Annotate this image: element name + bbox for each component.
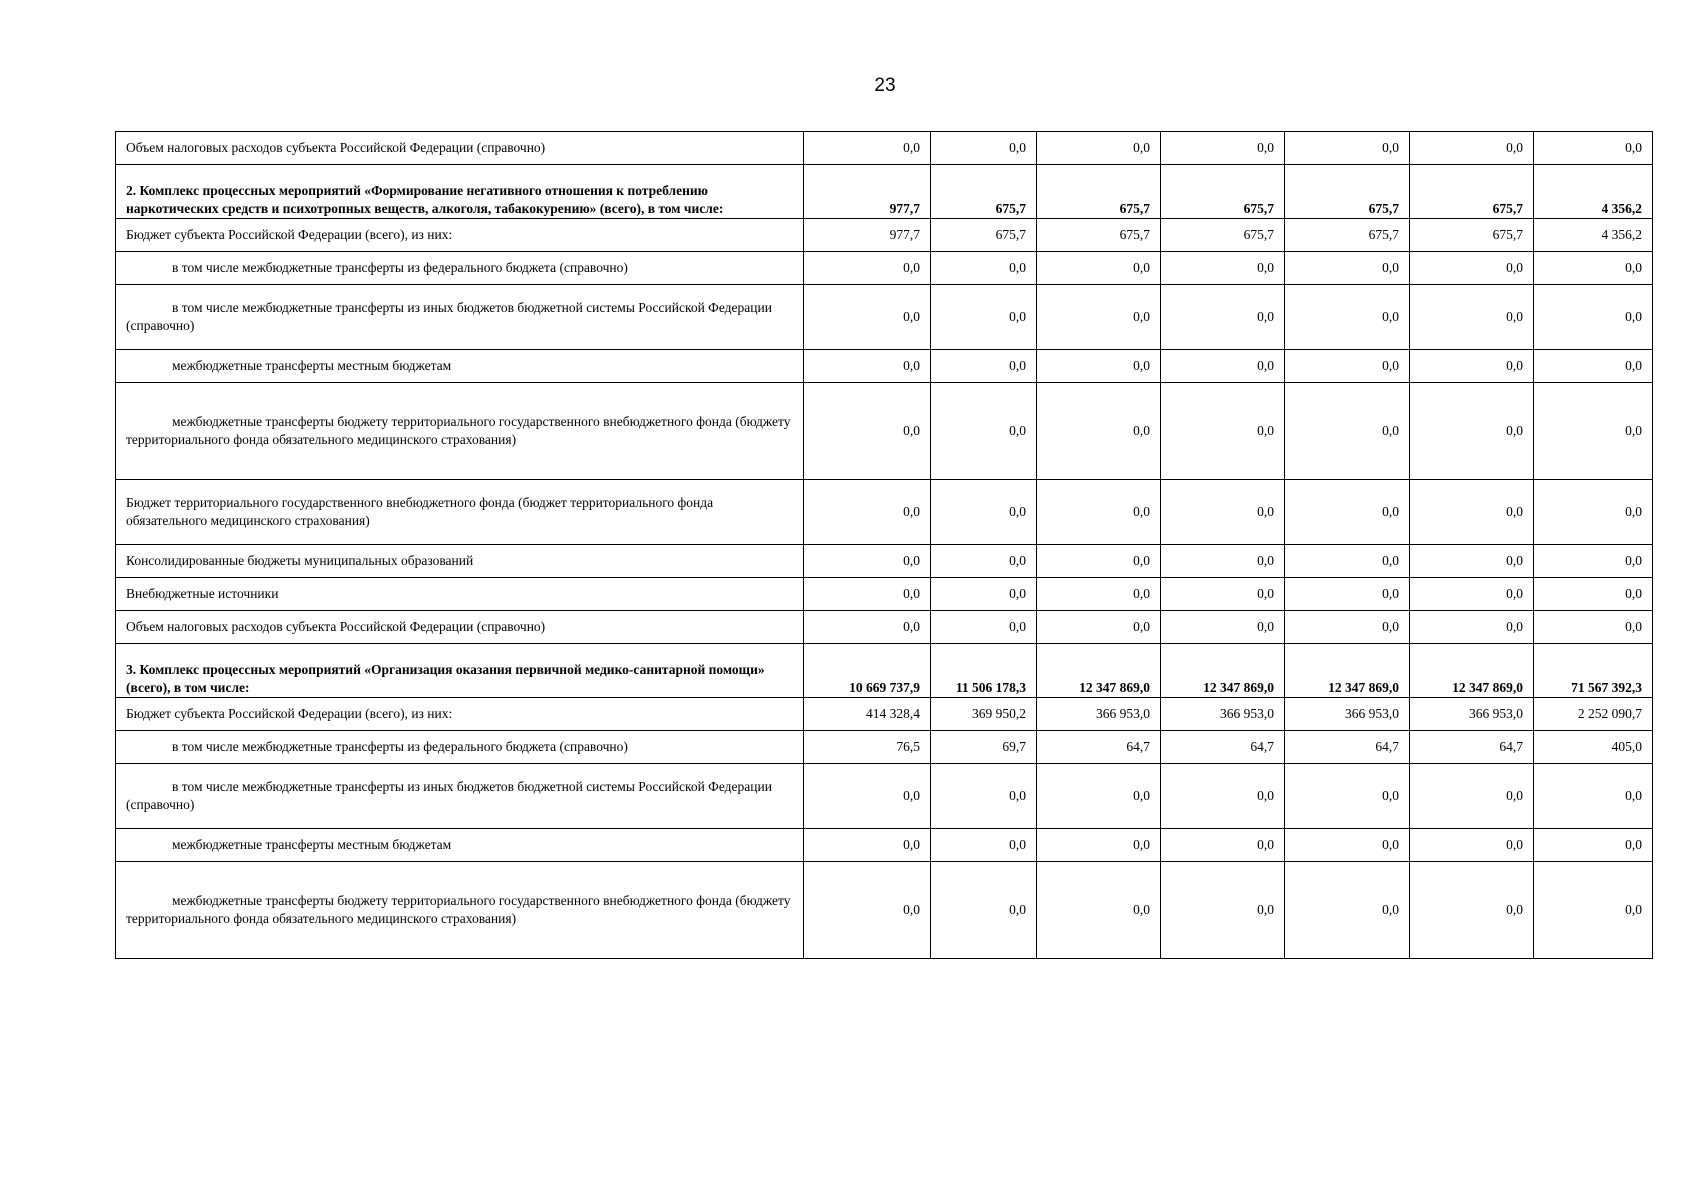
value-cell: 0,0 [1534,350,1653,383]
row-label: Бюджет субъекта Российской Федерации (всего), из них: [116,698,804,731]
table-row [116,731,1653,764]
row-label: в том числе межбюджетные трансферты из иных бюджетов бюджетной системы Российской Федерации (справочно) [116,285,804,350]
value-cell: 71 567 392,3 [1534,644,1653,698]
value-cell: 0,0 [931,350,1037,383]
value-cell: 11 506 178,3 [931,644,1037,698]
value-cell: 0,0 [1410,132,1534,165]
table-row [116,644,1653,698]
value-cell: 0,0 [1534,764,1653,829]
value-cell: 0,0 [1037,252,1161,285]
value-cell: 675,7 [1410,219,1534,252]
row-label: Консолидированные бюджеты муниципальных образований [116,545,804,578]
value-cell: 0,0 [804,611,931,644]
value-cell: 0,0 [1285,611,1410,644]
row-label: межбюджетные трансферты местным бюджетам [116,350,804,383]
value-cell: 0,0 [1161,611,1285,644]
value-cell: 0,0 [804,764,931,829]
value-cell: 405,0 [1534,731,1653,764]
value-cell: 0,0 [1534,545,1653,578]
budget-table-body [116,132,1653,959]
row-label: в том числе межбюджетные трансферты из федерального бюджета (справочно) [116,252,804,285]
value-cell: 0,0 [1161,132,1285,165]
value-cell: 69,7 [931,731,1037,764]
value-cell: 675,7 [1161,219,1285,252]
value-cell: 0,0 [1037,132,1161,165]
budget-table [115,131,1653,959]
value-cell: 0,0 [1285,350,1410,383]
value-cell: 0,0 [1161,350,1285,383]
value-cell: 366 953,0 [1285,698,1410,731]
value-cell: 0,0 [1534,578,1653,611]
value-cell: 0,0 [1161,480,1285,545]
table-row [116,219,1653,252]
value-cell: 0,0 [1037,285,1161,350]
value-cell: 0,0 [1161,383,1285,480]
table-row [116,829,1653,862]
value-cell: 0,0 [1285,132,1410,165]
value-cell: 76,5 [804,731,931,764]
value-cell: 0,0 [1410,578,1534,611]
value-cell: 0,0 [1534,383,1653,480]
value-cell: 0,0 [1534,862,1653,959]
row-label: Объем налоговых расходов субъекта Российской Федерации (справочно) [116,132,804,165]
value-cell: 675,7 [1285,165,1410,219]
value-cell: 0,0 [931,862,1037,959]
value-cell: 675,7 [1285,219,1410,252]
value-cell: 0,0 [804,383,931,480]
value-cell: 0,0 [804,829,931,862]
value-cell: 0,0 [1410,764,1534,829]
value-cell: 0,0 [1410,285,1534,350]
value-cell: 0,0 [931,764,1037,829]
value-cell: 0,0 [931,611,1037,644]
value-cell: 0,0 [804,285,931,350]
table-row [116,165,1653,219]
value-cell: 0,0 [1534,611,1653,644]
value-cell: 0,0 [1534,252,1653,285]
value-cell: 0,0 [1410,545,1534,578]
value-cell: 0,0 [804,252,931,285]
value-cell: 0,0 [1037,611,1161,644]
value-cell: 0,0 [1285,764,1410,829]
table-row [116,578,1653,611]
value-cell: 0,0 [1037,829,1161,862]
table-row [116,611,1653,644]
value-cell: 0,0 [1534,132,1653,165]
table-row [116,545,1653,578]
value-cell: 0,0 [1285,862,1410,959]
value-cell: 0,0 [1037,545,1161,578]
value-cell: 0,0 [1410,252,1534,285]
value-cell: 0,0 [1161,829,1285,862]
value-cell: 2 252 090,7 [1534,698,1653,731]
row-label: в том числе межбюджетные трансферты из федерального бюджета (справочно) [116,731,804,764]
value-cell: 0,0 [1161,764,1285,829]
value-cell: 675,7 [931,219,1037,252]
value-cell: 0,0 [1037,764,1161,829]
value-cell: 0,0 [1534,480,1653,545]
value-cell: 0,0 [931,252,1037,285]
table-row [116,764,1653,829]
value-cell: 0,0 [1161,862,1285,959]
value-cell: 0,0 [1285,285,1410,350]
value-cell: 977,7 [804,219,931,252]
value-cell: 0,0 [1037,578,1161,611]
value-cell: 0,0 [1285,252,1410,285]
page-number: 23 [874,75,896,96]
value-cell: 64,7 [1410,731,1534,764]
row-label: 2. Комплекс процессных мероприятий «Формирование негативного отношения к потреблению наркотических средств и психотропных веществ, алкоголя, табакокурению» (всего), в том числе: [116,165,804,219]
value-cell: 4 356,2 [1534,219,1653,252]
table-row [116,132,1653,165]
value-cell: 0,0 [804,480,931,545]
value-cell: 0,0 [804,578,931,611]
value-cell: 0,0 [1410,480,1534,545]
value-cell: 0,0 [1161,545,1285,578]
value-cell: 0,0 [931,383,1037,480]
value-cell: 366 953,0 [1410,698,1534,731]
value-cell: 0,0 [1285,545,1410,578]
value-cell: 366 953,0 [1037,698,1161,731]
value-cell: 0,0 [1037,350,1161,383]
row-label: Объем налоговых расходов субъекта Российской Федерации (справочно) [116,611,804,644]
value-cell: 977,7 [804,165,931,219]
row-label: 3. Комплекс процессных мероприятий «Организация оказания первичной медико-санитарной помощи» (всего), в том числе: [116,644,804,698]
value-cell: 64,7 [1161,731,1285,764]
value-cell: 10 669 737,9 [804,644,931,698]
value-cell: 0,0 [1161,578,1285,611]
value-cell: 0,0 [804,132,931,165]
value-cell: 0,0 [804,545,931,578]
value-cell: 0,0 [931,480,1037,545]
value-cell: 0,0 [804,862,931,959]
value-cell: 0,0 [931,578,1037,611]
value-cell: 0,0 [1037,862,1161,959]
table-row [116,285,1653,350]
value-cell: 0,0 [1285,383,1410,480]
table-row [116,862,1653,959]
value-cell: 12 347 869,0 [1410,644,1534,698]
row-label: межбюджетные трансферты бюджету территориального государственного внебюджетного фонда (бюджету территориального фонда обязательного медицинского страхования) [116,862,804,959]
value-cell: 0,0 [931,132,1037,165]
value-cell: 675,7 [931,165,1037,219]
value-cell: 0,0 [1161,252,1285,285]
value-cell: 0,0 [931,829,1037,862]
value-cell: 675,7 [1037,165,1161,219]
value-cell: 0,0 [1037,383,1161,480]
row-label: в том числе межбюджетные трансферты из иных бюджетов бюджетной системы Российской Федерации (справочно) [116,764,804,829]
value-cell: 675,7 [1161,165,1285,219]
row-label: Бюджет территориального государственного внебюджетного фонда (бюджет территориального фонда обязательного медицинского страхования) [116,480,804,545]
value-cell: 0,0 [1410,611,1534,644]
value-cell: 4 356,2 [1534,165,1653,219]
row-label: Внебюджетные источники [116,578,804,611]
value-cell: 0,0 [1534,829,1653,862]
value-cell: 0,0 [1410,350,1534,383]
value-cell: 0,0 [1410,383,1534,480]
value-cell: 0,0 [1285,829,1410,862]
value-cell: 64,7 [1037,731,1161,764]
table-row [116,383,1653,480]
table-row [116,698,1653,731]
value-cell: 0,0 [1285,480,1410,545]
table-row [116,350,1653,383]
value-cell: 414 328,4 [804,698,931,731]
row-label: межбюджетные трансферты местным бюджетам [116,829,804,862]
value-cell: 12 347 869,0 [1161,644,1285,698]
value-cell: 675,7 [1410,165,1534,219]
value-cell: 675,7 [1037,219,1161,252]
row-label: Бюджет субъекта Российской Федерации (всего), из них: [116,219,804,252]
value-cell: 366 953,0 [1161,698,1285,731]
value-cell: 0,0 [1037,480,1161,545]
value-cell: 0,0 [804,350,931,383]
value-cell: 12 347 869,0 [1285,644,1410,698]
value-cell: 0,0 [931,285,1037,350]
value-cell: 0,0 [1161,285,1285,350]
value-cell: 0,0 [1534,285,1653,350]
value-cell: 12 347 869,0 [1037,644,1161,698]
value-cell: 0,0 [1410,862,1534,959]
table-row [116,252,1653,285]
row-label: межбюджетные трансферты бюджету территориального государственного внебюджетного фонда (бюджету территориального фонда обязательного медицинского страхования) [116,383,804,480]
value-cell: 0,0 [1285,578,1410,611]
value-cell: 0,0 [931,545,1037,578]
value-cell: 64,7 [1285,731,1410,764]
value-cell: 369 950,2 [931,698,1037,731]
table-row [116,480,1653,545]
value-cell: 0,0 [1410,829,1534,862]
